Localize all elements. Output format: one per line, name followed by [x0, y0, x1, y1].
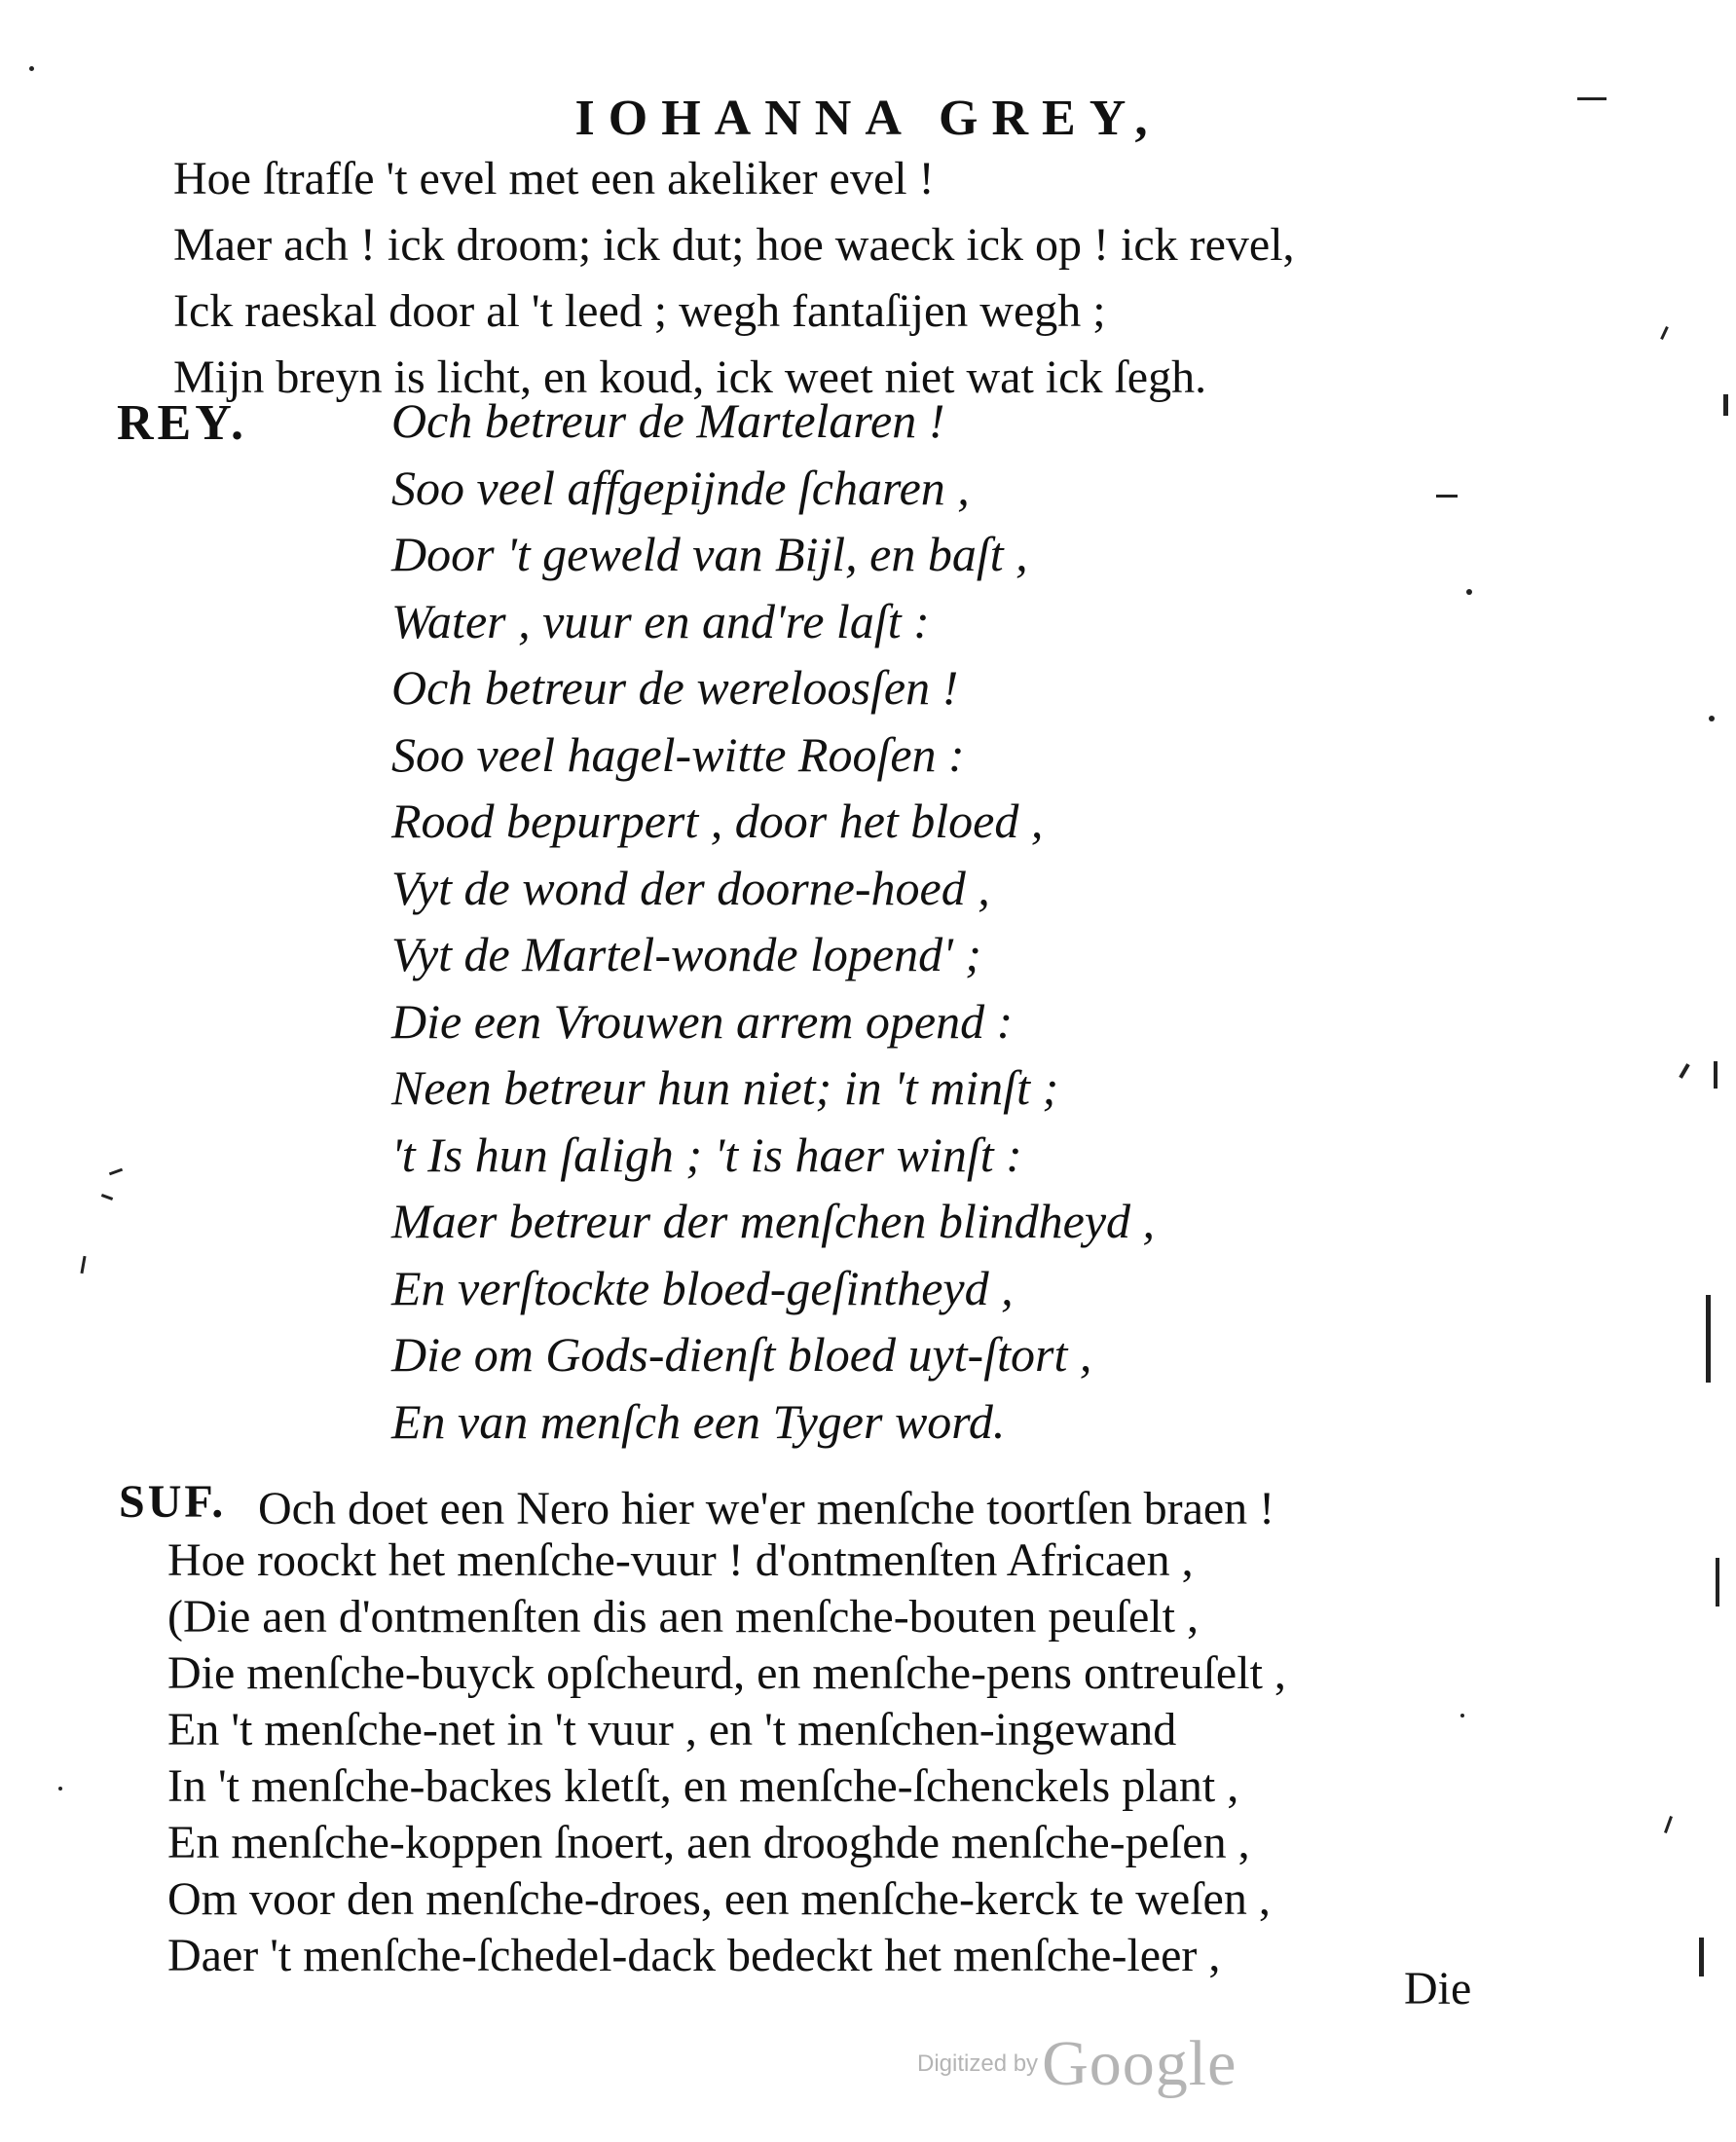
- digitized-watermark: [917, 2027, 1237, 2101]
- scan-mark: [1436, 495, 1458, 498]
- chorus-line: Och betreur de Martelaren !: [391, 393, 945, 448]
- scan-mark: [1716, 1558, 1719, 1606]
- chorus-line: Door 't geweld van Bijl, en baſt ,: [391, 527, 1028, 581]
- watermark-logo: Google: [1042, 2028, 1237, 2099]
- chorus-block: [391, 388, 1155, 1455]
- scan-mark: [80, 1256, 86, 1274]
- scan-mark: [1664, 1816, 1673, 1833]
- verse-line: Ick raeskal door al 't leed ; wegh fantaſijen wegh ;: [173, 285, 1106, 337]
- verse-line: En 't menſche-net in 't vuur , en 't menſchen-ingewand: [167, 1704, 1177, 1755]
- verse-line: Daer 't menſche-ſchedel-dack bedeckt het menſche-leer ,: [167, 1930, 1221, 1981]
- verse-line: En menſche-koppen ſnoert, aen drooghde menſche-peſen ,: [167, 1817, 1250, 1868]
- verse-line: Och doet een Nero hier we'er menſche toortſen braen !: [258, 1483, 1275, 1534]
- watermark-prefix: Digitized by: [917, 2050, 1039, 2077]
- verse-line: Hoe roockt het menſche-vuur ! d'ontmenſten Africaen ,: [167, 1534, 1194, 1586]
- chorus-line: Maer betreur der menſchen blindheyd ,: [391, 1194, 1156, 1248]
- verse-line: Hoe ſtrafſe 't evel met een akeliker evel !: [173, 153, 935, 204]
- scan-mark: [1699, 1938, 1704, 1976]
- chorus-line: Vyt de Martel-wonde lopend' ;: [391, 927, 981, 981]
- verse-line: Die menſche-buyck opſcheurd, en menſche-pens ontreuſelt ,: [167, 1647, 1286, 1699]
- scan-speck: [1460, 1714, 1464, 1717]
- scan-mark: [1723, 394, 1728, 416]
- chorus-line: Water , vuur en and're laſt :: [391, 593, 930, 648]
- scan-mark: [1714, 1061, 1718, 1089]
- running-head: IOHANNA GREY,: [574, 91, 1162, 146]
- chorus-line: En van menſch een Tyger word.: [391, 1393, 1006, 1449]
- verse-line: Om voor den menſche-droes, een menſche-kerck te weſen ,: [167, 1873, 1271, 1925]
- speech-2-speaker-label: SUF.: [119, 1476, 227, 1528]
- chorus-line: Soo veel hagel-witte Rooſen :: [391, 726, 965, 782]
- chorus-line: Vyt de wond der doorne-hoed ,: [391, 860, 990, 915]
- catchword: Die: [1404, 1963, 1472, 2014]
- scan-mark: [1577, 97, 1607, 100]
- chorus-line: Die een Vrouwen arrem opend :: [391, 993, 1014, 1049]
- speech-block-2: [167, 1533, 1286, 1984]
- chorus-line: 't Is hun ſaligh ; 't is haer winſt :: [391, 1126, 1022, 1182]
- scan-mark: [109, 1168, 123, 1176]
- scan-speck: [1466, 589, 1472, 595]
- speech-block-1: [173, 146, 1295, 411]
- scan-mark: [1706, 1295, 1711, 1383]
- chorus-speaker-label: REY.: [117, 395, 248, 451]
- verse-line: Mijn breyn is licht, en koud, ick weet niet wat ick ſegh.: [173, 351, 1207, 403]
- scan-mark: [101, 1194, 113, 1200]
- chorus-line: Neen betreur hun niet; in 't minſt ;: [391, 1060, 1059, 1115]
- scan-speck: [29, 66, 34, 71]
- verse-line: In 't menſche-backes kletſt, en menſche-ſchenckels plant ,: [167, 1760, 1239, 1812]
- chorus-line: Och betreur de wereloosſen !: [391, 660, 959, 715]
- chorus-line: Soo veel affgepijnde ſcharen ,: [391, 460, 970, 515]
- chorus-line: Die om Gods-dienſt bloed uyt-ſtort ,: [391, 1327, 1092, 1382]
- chorus-line: Rood bepurpert , door het bloed ,: [391, 794, 1044, 848]
- scan-speck: [1709, 716, 1715, 721]
- verse-line: (Die aen d'ontmenſten dis aen menſche-bouten peuſelt ,: [167, 1591, 1199, 1643]
- chorus-line: En verſtockte bloed-geſintheyd ,: [391, 1260, 1014, 1315]
- scan-speck: [58, 1787, 62, 1791]
- verse-line: Maer ach ! ick droom; ick dut; hoe waeck ick op ! ick revel,: [173, 219, 1295, 271]
- scan-mark: [1660, 326, 1669, 340]
- scan-mark: [1679, 1063, 1689, 1079]
